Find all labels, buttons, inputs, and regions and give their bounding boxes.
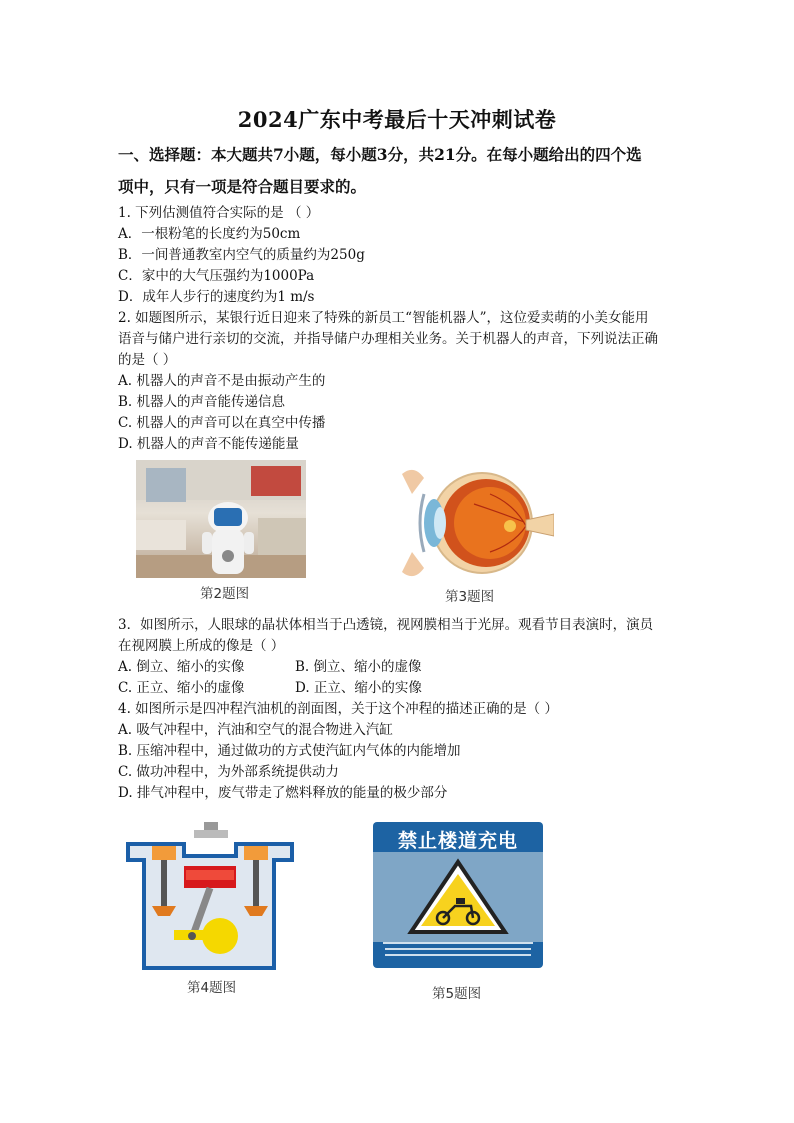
no-charging-sign [373, 822, 543, 968]
q2-option-c: C. 机器人的声音可以在真空中传播 [118, 415, 326, 431]
q2-option-a: A. 机器人的声音不是由振动产生的 [118, 373, 326, 389]
q1-option-d: D．成年人步行的速度约为1 m/s [118, 289, 315, 305]
q4-option-a: A. 吸气冲程中，汽油和空气的混合物进入汽缸 [118, 722, 393, 738]
section-heading-line-2: 项中，只有一项是符合题目要求的。 [118, 177, 367, 196]
page-title: 2024广东中考最后十天冲刺试卷 [237, 107, 557, 132]
q3-option-c: C. 正立、缩小的虚像 [118, 680, 245, 696]
robot-photo [136, 460, 306, 578]
q3-option-a: A. 倒立、缩小的实像 [118, 659, 245, 675]
fig2-caption: 第2题图 [200, 586, 250, 602]
q1-stem: 1. 下列估测值符合实际的是 （ ） [118, 205, 320, 221]
q3-stem-line-2: 在视网膜上所成的像是（ ） [118, 638, 285, 654]
fig5-caption: 第5题图 [432, 986, 482, 1002]
q2-option-b: B. 机器人的声音能传递信息 [118, 394, 286, 410]
q3-option-d: D. 正立、缩小的实像 [295, 680, 422, 696]
q4-stem: 4. 如图所示是四冲程汽油机的剖面图，关于这个冲程的描述正确的是（ ） [118, 701, 558, 717]
fig3-caption: 第3题图 [445, 589, 495, 605]
q1-option-b: B．一间普通教室内空气的质量约为250g [118, 247, 365, 263]
engine-diagram [124, 820, 296, 970]
q4-option-b: B. 压缩冲程中，通过做功的方式使汽缸内气体的内能增加 [118, 743, 461, 759]
q2-stem-line-1: 2. 如题图所示，某银行近日迎来了特殊的新员工“智能机器人”，这位爱卖萌的小美女能用 [118, 310, 649, 326]
q1-option-c: C．家中的大气压强约为1000Pa [118, 268, 315, 284]
q4-option-c: C. 做功冲程中，为外部系统提供动力 [118, 764, 339, 780]
q3-stem-line-1: 3．如图所示，人眼球的晶状体相当于凸透镜，视网膜相当于光屏。观看节目表演时，演员 [118, 617, 654, 633]
q3-option-b: B. 倒立、缩小的虚像 [295, 659, 422, 675]
fig4-caption: 第4题图 [187, 980, 237, 996]
sign-title: 禁止楼道充电 [397, 830, 518, 852]
section-heading-line-1: 一、选择题：本大题共7小题，每小题3分，共21分。在每小题给出的四个选 [118, 145, 642, 164]
q4-option-d: D. 排气冲程中，废气带走了燃料释放的能量的极少部分 [118, 785, 448, 801]
eye-diagram [394, 464, 554, 582]
q2-stem-line-2: 语音与储户进行亲切的交流，并指导储户办理相关业务。关于机器人的声音，下列说法正确 [118, 331, 658, 347]
q2-stem-line-3: 的是（ ） [118, 352, 177, 368]
section-heading [118, 140, 688, 202]
q1-option-a: A．一根粉笔的长度约为50cm [118, 226, 301, 242]
q2-option-d: D. 机器人的声音不能传递能量 [118, 436, 299, 452]
